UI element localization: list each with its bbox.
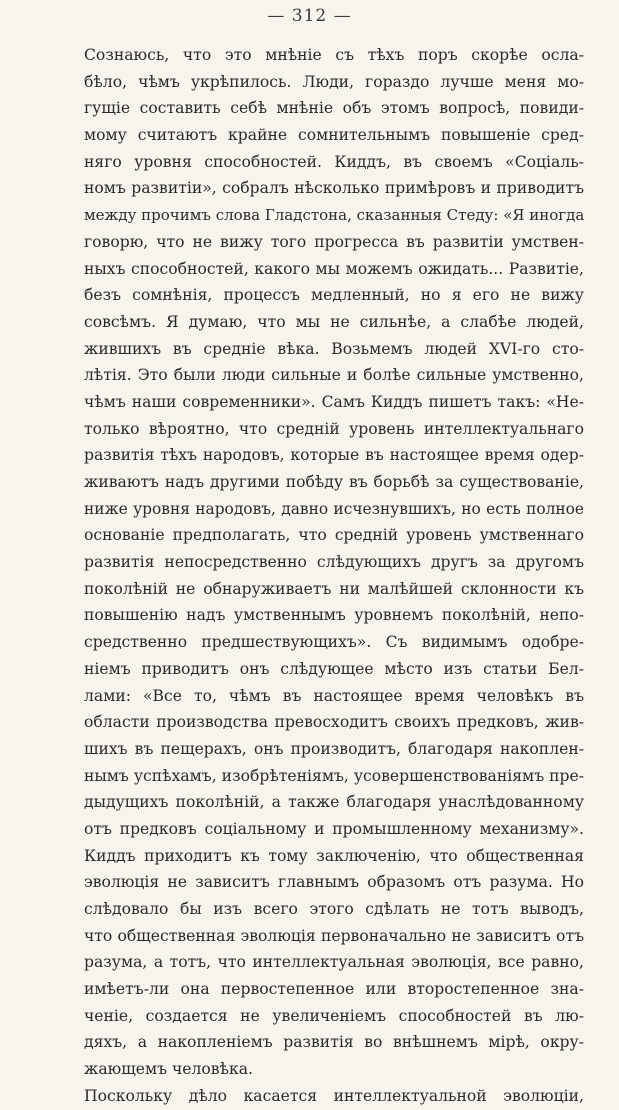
text-line: мому считаютъ крайне сомнительнымъ повышеніе сред- xyxy=(84,126,584,145)
text-line: развитія тѣхъ народовъ, которые въ настоящее время одер- xyxy=(84,446,584,465)
text-line: нымъ успѣхамъ, изобрѣтеніямъ, усовершенствованіямъ пре- xyxy=(84,766,584,785)
text-line: между прочимъ слова Гладстона, сказанныя Стеду: «Я иногда xyxy=(84,206,584,225)
text-line: области производства превосходитъ своихъ предковъ, жив- xyxy=(84,713,584,732)
text-line: ніемъ приводитъ онъ слѣдующее мѣсто изъ статьи Бел- xyxy=(84,659,584,678)
text-line: живаютъ надъ другими побѣду въ борьбѣ за существованіе, xyxy=(84,473,584,491)
text-line: дыдущихъ поколѣній, а также благодаря унаслѣдованному xyxy=(84,793,584,812)
text-line: жающемъ человѣка. xyxy=(84,1060,253,1079)
text-line: номъ развитіи», собралъ нѣсколько примѣровъ и приводитъ xyxy=(84,179,584,198)
text-line: лами: «Все то, чѣмъ въ настоящее время человѣкъ въ xyxy=(84,686,584,705)
text-line: Сознаюсь, что это мнѣніе съ тѣхъ поръ скорѣе осла- xyxy=(84,46,584,64)
text-line: развитія непосредственно слѣдующихъ другъ за другомъ xyxy=(84,553,584,572)
text-line: безъ сомнѣнія, процессъ медленный, но я его не вижу xyxy=(84,286,584,305)
text-line: бѣло, чѣмъ укрѣпилось. Люди, гораздо лучше меня мо- xyxy=(84,72,584,91)
text-line: говорю, что не вижу того прогресса въ развитіи умствен- xyxy=(84,232,584,251)
text-line: только вѣроятно, что средній уровень интеллектуальнаго xyxy=(84,419,584,438)
text-line: лѣтія. Это были люди сильные и болѣе сильные умственно, xyxy=(84,366,584,385)
text-line: поколѣній не обнаруживаетъ ни малѣйшей склонности къ xyxy=(84,579,584,598)
page-number: — 312 — xyxy=(267,6,352,26)
text-line: чѣмъ наши современники». Самъ Киддъ пишетъ такъ: «Не- xyxy=(84,392,584,411)
text-line: Киддъ приходитъ къ тому заключенію, что общественная xyxy=(84,846,584,865)
text-line: дяхъ, а накопленіемъ развитія во внѣшнемъ мірѣ, окру- xyxy=(84,1033,584,1052)
text-line: что общественная эволюція первоначально не зависитъ отъ xyxy=(84,926,584,945)
text-line: средственно предшествующихъ». Съ видимымъ одобре- xyxy=(84,633,584,652)
text-line: шихъ въ пещерахъ, онъ производитъ, благодаря накоплен- xyxy=(84,739,584,758)
text-line: няго уровня способностей. Киддъ, въ своемъ «Соціаль- xyxy=(84,152,584,171)
text-line: эволюція не зависитъ главнымъ образомъ отъ разума. Но xyxy=(84,873,584,892)
text-line: ченіе, создается не увеличеніемъ способностей въ лю- xyxy=(84,1006,584,1025)
text-line: основаніе предполагать, что средній уровень умственнаго xyxy=(84,526,584,545)
text-line: отъ предковъ соціальному и промышленному механизму». xyxy=(84,819,584,838)
text-line: ниже уровня народовъ, давно исчезнувшихъ, но есть полное xyxy=(84,499,584,518)
body-text xyxy=(84,42,584,1110)
text-line: имѣетъ-ли она первостепенное или второстепенное зна- xyxy=(84,980,584,999)
text-line: жившихъ въ средніе вѣка. Возьмемъ людей XVI-го сто- xyxy=(84,339,584,358)
text-line: разума, а тотъ, что интеллектуальная эволюція, все равно, xyxy=(84,953,584,972)
text-line: гущіе составить себѣ мнѣніе объ этомъ вопросѣ, повиди- xyxy=(84,99,584,118)
text-line: совсѣмъ. Я думаю, что мы не сильнѣе, а слабѣе людей, xyxy=(84,312,584,331)
text-line: Поскольку дѣло касается интеллектуальной эволюціи, xyxy=(84,1086,584,1105)
text-line: ныхъ способностей, какого мы можемъ ожидать... Развитіе, xyxy=(84,259,584,278)
text-line: слѣдовало бы изъ всего этого сдѣлать не тотъ выводъ, xyxy=(84,900,584,918)
text-line: повышенію надъ умственнымъ уровнемъ поколѣній, непо- xyxy=(84,606,584,625)
